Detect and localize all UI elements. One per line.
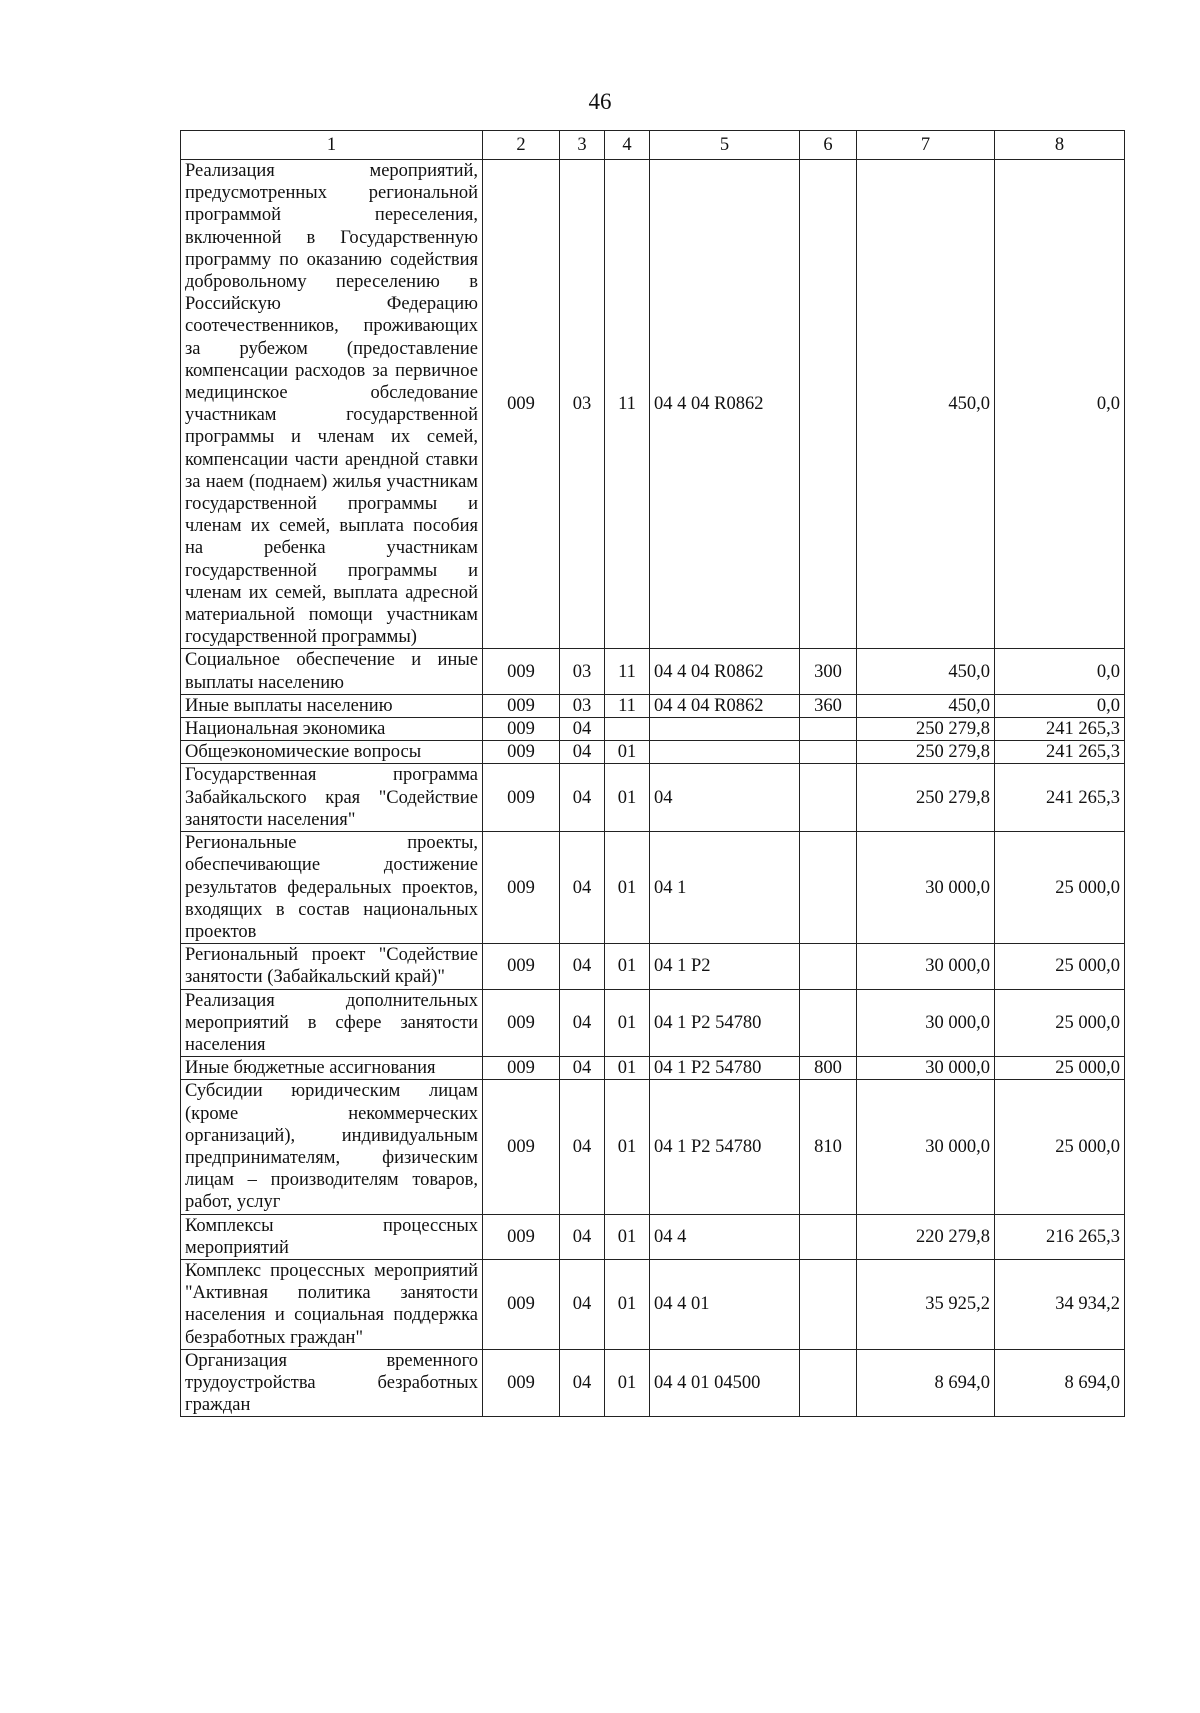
- subsection-code: 11: [605, 160, 650, 649]
- section-code: 04: [560, 718, 605, 741]
- row-name: Реализация дополнительных мероприятий в сфере занятости населения: [181, 989, 483, 1057]
- row-name: Комплекс процессных мероприятий "Активная политика занятости населения и социальная поддержка безработных граждан": [181, 1259, 483, 1349]
- column-header-3: 3: [560, 131, 605, 160]
- expense-type-code: 810: [800, 1080, 857, 1214]
- expense-type-code: [800, 741, 857, 764]
- amount-year-1: 30 000,0: [857, 989, 995, 1057]
- amount-year-2: 0,0: [995, 160, 1125, 649]
- section-code: 04: [560, 944, 605, 989]
- column-header-4: 4: [605, 131, 650, 160]
- amount-year-2: 216 265,3: [995, 1214, 1125, 1259]
- row-name: Общеэкономические вопросы: [181, 741, 483, 764]
- amount-year-2: 25 000,0: [995, 989, 1125, 1057]
- target-article-code: 04 4 04 R0862: [650, 649, 800, 694]
- target-article-code: 04 4 01 04500: [650, 1349, 800, 1417]
- expense-type-code: [800, 1214, 857, 1259]
- section-code: 03: [560, 160, 605, 649]
- table-row: [181, 1057, 1125, 1080]
- subsection-code: 01: [605, 832, 650, 944]
- section-code: 03: [560, 649, 605, 694]
- table-row: [181, 944, 1125, 989]
- expense-type-code: 800: [800, 1057, 857, 1080]
- column-header-7: 7: [857, 131, 995, 160]
- grbs-code: 009: [483, 160, 560, 649]
- expense-type-code: [800, 1349, 857, 1417]
- target-article-code: 04 4 04 R0862: [650, 694, 800, 717]
- row-name: Национальная экономика: [181, 718, 483, 741]
- target-article-code: 04 4: [650, 1214, 800, 1259]
- expense-type-code: 300: [800, 649, 857, 694]
- amount-year-2: 34 934,2: [995, 1259, 1125, 1349]
- table-row: [181, 1349, 1125, 1417]
- target-article-code: 04 1 P2 54780: [650, 1057, 800, 1080]
- expense-type-code: [800, 944, 857, 989]
- amount-year-1: 30 000,0: [857, 1080, 995, 1214]
- target-article-code: 04 1: [650, 832, 800, 944]
- subsection-code: 01: [605, 1214, 650, 1259]
- row-name: Иные выплаты населению: [181, 694, 483, 717]
- grbs-code: 009: [483, 718, 560, 741]
- grbs-code: 009: [483, 832, 560, 944]
- section-code: 04: [560, 764, 605, 832]
- grbs-code: 009: [483, 1057, 560, 1080]
- target-article-code: 04 4 04 R0862: [650, 160, 800, 649]
- section-code: 04: [560, 989, 605, 1057]
- header-row: [181, 131, 1125, 160]
- section-code: 03: [560, 694, 605, 717]
- column-header-8: 8: [995, 131, 1125, 160]
- target-article-code: 04 4 01: [650, 1259, 800, 1349]
- grbs-code: 009: [483, 694, 560, 717]
- expense-type-code: 360: [800, 694, 857, 717]
- amount-year-2: 0,0: [995, 649, 1125, 694]
- target-article-code: [650, 741, 800, 764]
- amount-year-2: 25 000,0: [995, 832, 1125, 944]
- amount-year-1: 450,0: [857, 649, 995, 694]
- section-code: 04: [560, 741, 605, 764]
- target-article-code: 04 1 P2 54780: [650, 989, 800, 1057]
- amount-year-1: 250 279,8: [857, 741, 995, 764]
- expense-type-code: [800, 832, 857, 944]
- amount-year-1: 35 925,2: [857, 1259, 995, 1349]
- grbs-code: 009: [483, 1259, 560, 1349]
- section-code: 04: [560, 1349, 605, 1417]
- grbs-code: 009: [483, 1080, 560, 1214]
- expense-type-code: [800, 1259, 857, 1349]
- table-row: [181, 764, 1125, 832]
- subsection-code: 01: [605, 764, 650, 832]
- section-code: 04: [560, 1214, 605, 1259]
- expense-type-code: [800, 718, 857, 741]
- grbs-code: 009: [483, 944, 560, 989]
- grbs-code: 009: [483, 764, 560, 832]
- grbs-code: 009: [483, 741, 560, 764]
- amount-year-1: 450,0: [857, 694, 995, 717]
- subsection-code: 01: [605, 1349, 650, 1417]
- amount-year-1: 220 279,8: [857, 1214, 995, 1259]
- subsection-code: [605, 718, 650, 741]
- table-row: [181, 1259, 1125, 1349]
- column-header-1: 1: [181, 131, 483, 160]
- budget-table: [180, 130, 1125, 1417]
- table-row: [181, 649, 1125, 694]
- amount-year-2: 25 000,0: [995, 1080, 1125, 1214]
- grbs-code: 009: [483, 989, 560, 1057]
- amount-year-2: 0,0: [995, 694, 1125, 717]
- amount-year-1: 30 000,0: [857, 944, 995, 989]
- amount-year-2: 241 265,3: [995, 718, 1125, 741]
- section-code: 04: [560, 1080, 605, 1214]
- subsection-code: 01: [605, 944, 650, 989]
- expense-type-code: [800, 989, 857, 1057]
- grbs-code: 009: [483, 1214, 560, 1259]
- amount-year-2: 241 265,3: [995, 741, 1125, 764]
- subsection-code: 01: [605, 1057, 650, 1080]
- section-code: 04: [560, 1057, 605, 1080]
- amount-year-1: 30 000,0: [857, 1057, 995, 1080]
- amount-year-1: 8 694,0: [857, 1349, 995, 1417]
- row-name: Социальное обеспечение и иные выплаты населению: [181, 649, 483, 694]
- amount-year-2: 25 000,0: [995, 944, 1125, 989]
- target-article-code: 04: [650, 764, 800, 832]
- subsection-code: 01: [605, 741, 650, 764]
- amount-year-2: 8 694,0: [995, 1349, 1125, 1417]
- target-article-code: [650, 718, 800, 741]
- table-row: [181, 1080, 1125, 1214]
- subsection-code: 01: [605, 1259, 650, 1349]
- table-row: [181, 832, 1125, 944]
- row-name: Субсидии юридическим лицам (кроме некоммерческих организаций), индивидуальным предпринимателям, физическим лицам – производителям товаров, работ, услуг: [181, 1080, 483, 1214]
- subsection-code: 11: [605, 694, 650, 717]
- table-row: [181, 160, 1125, 649]
- table-body: [181, 160, 1125, 1417]
- subsection-code: 01: [605, 1080, 650, 1214]
- amount-year-1: 250 279,8: [857, 718, 995, 741]
- amount-year-1: 30 000,0: [857, 832, 995, 944]
- column-header-6: 6: [800, 131, 857, 160]
- grbs-code: 009: [483, 1349, 560, 1417]
- row-name: Реализация мероприятий, предусмотренных региональной программой переселения, включенной в Государственную программу по оказанию содействия добровольному переселению в Российскую Федерацию соотечественников, проживающих за рубежом (предоставление компенсации расходов за первичное медицинское обследование участникам государственной программы и членам их семей, компенсации части арендной ставки за наем (поднаем) жилья участникам государственной программы и членам их семей, выплата пособия на ребенка участникам государственной программы и членам их семей, выплата адресной материальной помощи участникам государственной программы): [181, 160, 483, 649]
- row-name: Государственная программа Забайкальского края "Содействие занятости населения": [181, 764, 483, 832]
- page-number: 46: [588, 89, 612, 114]
- section-code: 04: [560, 832, 605, 944]
- amount-year-2: 25 000,0: [995, 1057, 1125, 1080]
- grbs-code: 009: [483, 649, 560, 694]
- amount-year-1: 250 279,8: [857, 764, 995, 832]
- table-row: [181, 1214, 1125, 1259]
- table-row: [181, 989, 1125, 1057]
- column-header-2: 2: [483, 131, 560, 160]
- amount-year-1: 450,0: [857, 160, 995, 649]
- target-article-code: 04 1 P2 54780: [650, 1080, 800, 1214]
- amount-year-2: 241 265,3: [995, 764, 1125, 832]
- row-name: Комплексы процессных мероприятий: [181, 1214, 483, 1259]
- row-name: Иные бюджетные ассигнования: [181, 1057, 483, 1080]
- expense-type-code: [800, 764, 857, 832]
- table-row: [181, 694, 1125, 717]
- section-code: 04: [560, 1259, 605, 1349]
- column-header-5: 5: [650, 131, 800, 160]
- subsection-code: 11: [605, 649, 650, 694]
- row-name: Региональные проекты, обеспечивающие достижение результатов федеральных проектов, входящих в состав национальных проектов: [181, 832, 483, 944]
- row-name: Организация временного трудоустройства безработных граждан: [181, 1349, 483, 1417]
- subsection-code: 01: [605, 989, 650, 1057]
- expense-type-code: [800, 160, 857, 649]
- table-row: [181, 718, 1125, 741]
- target-article-code: 04 1 P2: [650, 944, 800, 989]
- row-name: Региональный проект "Содействие занятости (Забайкальский край)": [181, 944, 483, 989]
- table-row: [181, 741, 1125, 764]
